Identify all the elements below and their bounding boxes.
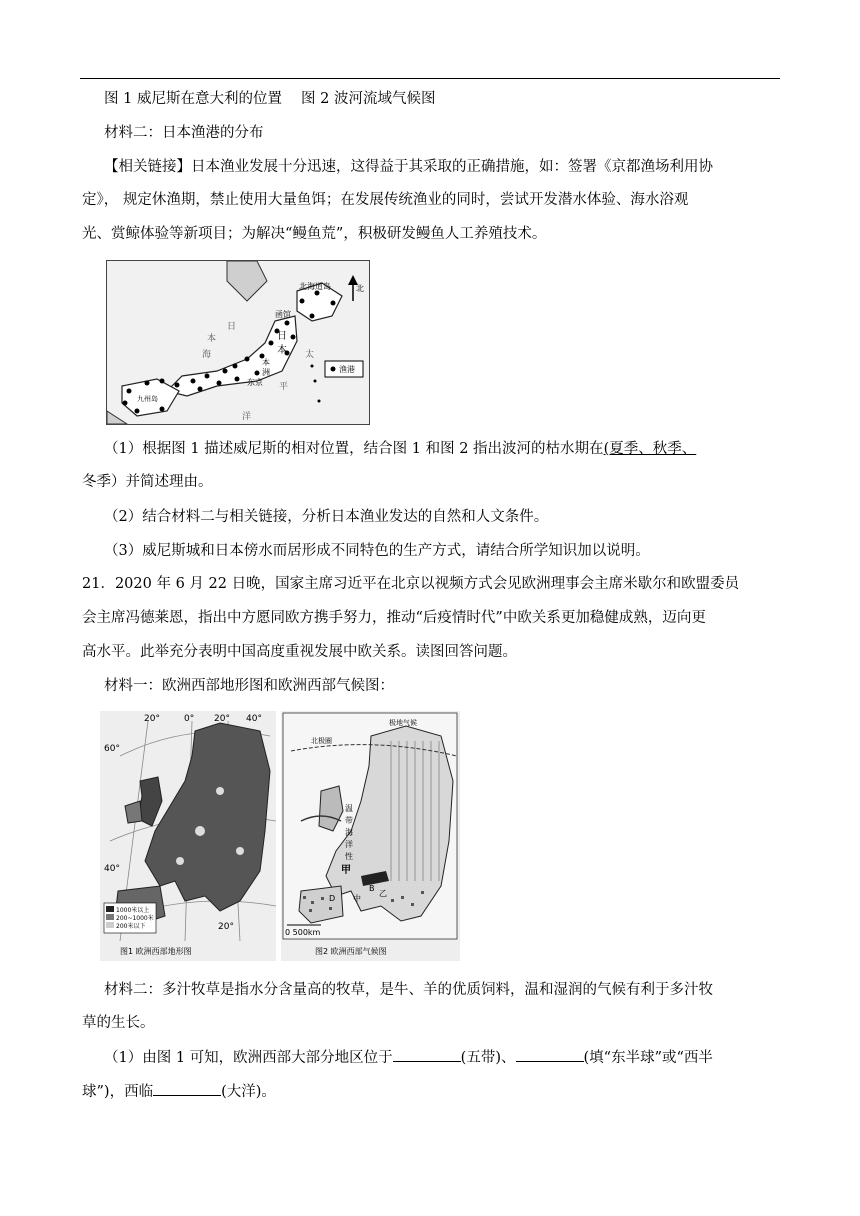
q21-1-part3: (填“东半球”或“西半: [583, 1050, 713, 1066]
q20-1-text: （1）根据图 1 描述威尼斯的相对位置，结合图 1 和图 2 指出波河的枯水期在: [104, 441, 604, 457]
q20-1-choice: (夏季、秋季、: [603, 441, 697, 457]
fig1-lat-60: 60°: [104, 744, 120, 754]
label-hokkaido: 北海道岛: [299, 282, 331, 291]
material2-title: 材料二：日本渔港的分布: [104, 125, 264, 141]
q20-1-line2: 冬季）并简述理由。: [82, 474, 213, 490]
q20-1-line1: [82, 439, 782, 459]
fig2-dai: 带: [345, 816, 353, 825]
japan-map-svg: [107, 261, 369, 424]
fig2-caption: 图2 欧洲西部气候图: [315, 947, 387, 956]
q21-material2-line1: 材料二：多汁牧草是指水分含量高的牧草，是牛、羊的优质饲料，温和湿润的气候有利于多汁牧: [104, 982, 713, 998]
fig2-scale: 0 500km: [285, 928, 321, 937]
fig1-lon-20w: 20°: [144, 714, 160, 724]
label-ri: 日: [277, 331, 287, 342]
label-hakodate: 函馆: [275, 310, 291, 319]
q21-material1: 材料一：欧洲西部地形图和欧洲西部气候图：: [104, 678, 394, 694]
fig2-xing: 性: [345, 852, 353, 861]
fig2-hai: 海: [345, 828, 353, 837]
q21-1-part1: （1）由图 1 可知，欧洲西部大部分地区位于: [104, 1050, 393, 1066]
fig2-d: D: [329, 894, 336, 903]
label-sea-ben: 本: [207, 334, 217, 344]
fig2-arctic-circle: 北极圈: [311, 737, 332, 745]
fig1-legend-low: 200米以下: [116, 923, 146, 930]
label-honshu-zhou: 洲: [262, 368, 270, 377]
fig2-jia: 甲: [341, 865, 351, 876]
fig2-zhong: 中: [353, 894, 361, 903]
q21-line3: 高水平。此举充分表明中国高度重视发展中欧关系。读图回答问题。: [82, 644, 517, 660]
europe-terrain-svg: [100, 711, 276, 961]
q21-1-part5: (大洋)。: [221, 1084, 276, 1100]
header-rule: [80, 78, 780, 79]
label-sea-hai: 海: [202, 350, 212, 360]
fig1-legend-mid: 200~1000米: [116, 915, 154, 922]
q21-line1: 21．2020 年 6 月 22 日晚，国家主席习近平在北京以视频方式会见欧洲理事会主席米歇尔和欧盟委员: [82, 576, 740, 592]
fig1-lat-40: 40°: [104, 864, 120, 874]
fig1-caption: 图1 欧洲西部地形图: [120, 947, 192, 956]
fig2-b: B: [369, 884, 375, 893]
q21-material2-line2: 草的生长。: [82, 1015, 155, 1031]
q21-1-part2: (五带)、: [460, 1050, 516, 1066]
label-kyushu: 九州岛: [137, 395, 158, 403]
label-pacific-ping: 平: [279, 382, 289, 392]
q21-1-line2: [82, 1081, 782, 1102]
q21-1-part4: 球”)，西临: [82, 1084, 154, 1100]
europe-climate-map: [281, 711, 460, 961]
q21-1-line1: [82, 1047, 782, 1068]
q21-line2: 会主席冯德莱恩，指出中方愿同欧方携手努力，推动“后疫情时代”中欧关系更加稳健成熟，迈向更: [82, 610, 706, 626]
fig2-polar: 极地气候: [389, 719, 417, 727]
link-line-3: 光、赏鲸体验等新项目；为解决“鳗鱼荒”，积极研发鳗鱼人工养殖技术。: [82, 226, 547, 242]
japan-fishing-port-map: [106, 260, 370, 425]
europe-terrain-map: [100, 711, 276, 961]
figure-caption-line: 图 1 威尼斯在意大利的位置 图 2 波河流域气候图: [104, 91, 436, 107]
link-line-2: 定》， 规定休渔期，禁止使用大量鱼饵；在发展传统渔业的同时，尝试开发潜水体验、海水浴观: [82, 192, 689, 208]
fig1-lon-40e: 40°: [246, 714, 262, 724]
north-label: 北: [356, 284, 364, 293]
link-line-1: 【相关链接】日本渔业发展十分迅速，这得益于其采取的正确措施，如：签署《京都渔场利用协: [104, 159, 713, 175]
fig1-lon-20e: 20°: [214, 714, 230, 724]
label-pacific-yang: 洋: [242, 412, 252, 422]
label-tokyo: 东京: [247, 378, 263, 387]
label-honshu-ben: 本: [262, 358, 270, 367]
fig1-lon-0: 0°: [184, 714, 195, 724]
label-pacific-tai: 太: [305, 350, 315, 360]
answer-blank-hemisphere[interactable]: [516, 1047, 584, 1062]
fig1-lat-20: 20°: [218, 922, 234, 932]
legend-fishing-port: 渔港: [339, 365, 355, 374]
q20-2: （2）结合材料二与相关链接，分析日本渔业发达的自然和人文条件。: [104, 509, 549, 525]
q20-3: （3）威尼斯城和日本傍水而居形成不同特色的生产方式，请结合所学知识加以说明。: [104, 543, 650, 559]
answer-blank-ocean[interactable]: [153, 1081, 221, 1096]
fig2-yang: 洋: [345, 840, 353, 849]
fig2-wen: 温: [345, 804, 353, 813]
answer-blank-zone[interactable]: [393, 1047, 461, 1062]
label-ben: 本: [277, 345, 287, 356]
fig2-yi: 乙: [379, 889, 387, 898]
europe-climate-svg: [281, 711, 460, 961]
fig1-legend-high: 1000米以上: [116, 907, 150, 914]
label-sea-ri: 日: [227, 322, 237, 332]
